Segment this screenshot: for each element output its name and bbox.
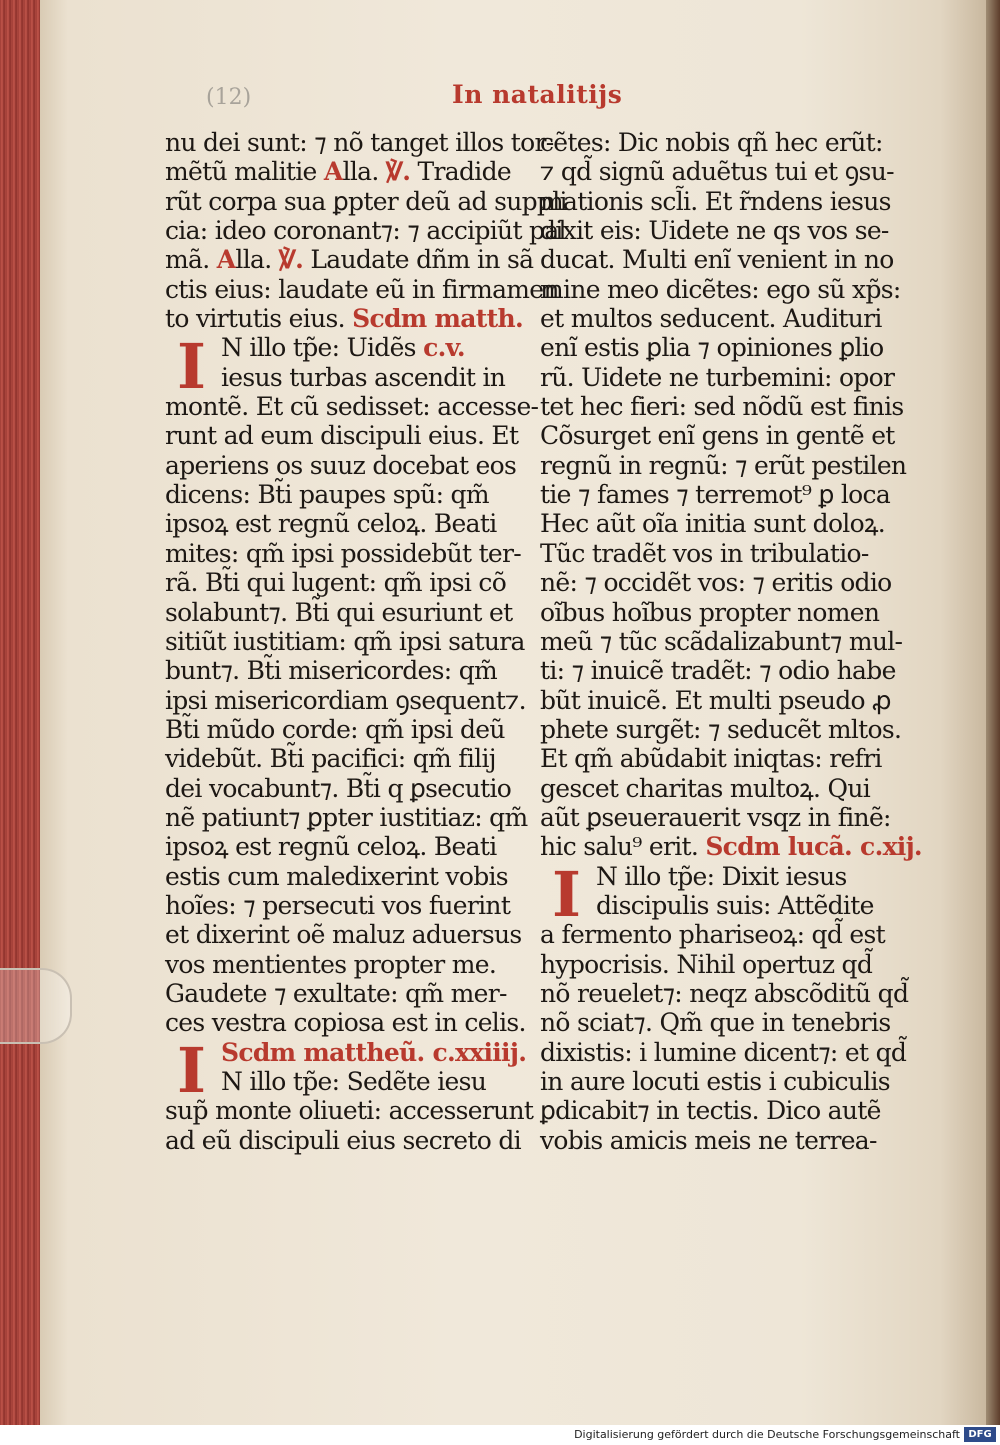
text-line: bunt⁊. Bt̃i misericordes: qm̃ (165, 656, 498, 686)
text-line: meũ ⁊ tũc scãdalizabunt⁊ mul- (540, 626, 903, 656)
text-line: rũ. Uidete ne turbemini: opor (540, 362, 895, 392)
text-line: gescet charitas multoꝝ. Qui (540, 773, 871, 803)
text-line: tet hec fieri: sed nõdũ est finis (540, 392, 904, 422)
text-line: enĩ estis ꝑlia ⁊ opiniones ꝑlio (540, 333, 884, 363)
text-line: aũt ꝑseuerauerit vsqz in finẽ: (540, 802, 891, 832)
book-edge-right (986, 0, 1000, 1425)
text-line: et multos seducent. Audituri (540, 304, 882, 334)
text-line: in aure locuti estis i cubiculis (540, 1067, 890, 1096)
text-line: rã. Bt̃i qui lugent: qm̃ ipsi cõ (165, 568, 507, 598)
text-line: regnũ in regnũ: ⁊ erũt pestilen (540, 450, 907, 480)
text-line: sitiũt iustitiam: qm̃ ipsi satura (165, 626, 525, 656)
text-line: ctis eius: laudate eũ in firmamen (165, 274, 559, 304)
footer-bar (0, 1425, 1000, 1445)
folio-number: (12) (206, 85, 252, 110)
rubric-heading: Scdm matth. (352, 304, 523, 334)
text-line: hypocrisis. Nihil opertuz qd̃ (540, 949, 873, 979)
versicle-mark: ℣. (385, 157, 411, 187)
rubric-heading: Scdm mattheũ. c.xxiiij. (221, 1037, 527, 1067)
text-fragment: hic salu⁹ erit. (540, 832, 706, 862)
text-line (165, 245, 534, 275)
versicle-mark: ℣. (278, 245, 304, 275)
text-line (165, 157, 515, 186)
text-line: mationis scl̃i. Et r̃ndens iesus (540, 186, 891, 216)
text-line: N illo tp̃e: Dixit iesus (596, 861, 847, 891)
drop-initial: I (552, 858, 581, 931)
running-head: In natalitijs (452, 80, 623, 109)
text-fragment: N illo tp̃e: Uidẽs (221, 333, 424, 363)
drop-initial: I (177, 330, 206, 403)
text-fragment: Laudate dñm in sã (303, 245, 534, 275)
text-line: N illo tp̃e: Sedẽte iesu (221, 1067, 487, 1096)
text-line: iesus turbas ascendit in (221, 362, 506, 392)
text-line: cia: ideo coronant⁊: ⁊ accipiũt pal (165, 216, 566, 246)
text-column-left (165, 128, 567, 1155)
text-line: rũt corpa sua ꝑpter deũ ad suppli (165, 186, 567, 216)
text-line: Gaudete ⁊ exultate: qm̃ mer- (165, 978, 507, 1008)
rubric-initial: A (216, 245, 236, 275)
text-line (165, 304, 523, 334)
text-line: ipsoꝝ est regnũ celoꝝ. Beati (165, 509, 497, 539)
text-line: ipsoꝝ est regnũ celoꝝ. Beati (165, 832, 497, 862)
text-line: nẽ patiunt⁊ ꝑpter iustitiaz: qm̃ (165, 802, 528, 832)
text-line: runt ad eum discipuli eius. Et (165, 421, 519, 451)
chapter-reference: c.v. (423, 333, 465, 363)
text-line (540, 832, 922, 862)
text-line: nõ sciat⁊. Qm̃ que in tenebris (540, 1008, 891, 1038)
text-line (165, 333, 515, 362)
text-line: bũt inuicẽ. Et multi pseudo ꝓ (540, 685, 891, 715)
text-line: a fermento phariseoꝝ: qd̃ est (540, 920, 885, 950)
text-fragment: Tradide (410, 157, 511, 187)
text-line: dicens: Bt̃i paupes spũ: qm̃ (165, 480, 489, 510)
text-fragment: lla. (342, 157, 386, 187)
text-line: hoĩes: ⁊ persecuti vos fuerint (165, 890, 511, 920)
text-line: solabunt⁊. Bt̃i qui esuriunt et (165, 597, 513, 627)
text-line: Hec aũt oĩa initia sunt doloꝝ. (540, 509, 885, 539)
text-line: mine meo dicẽtes: ego sũ xp̃s: (540, 274, 901, 304)
text-column-right (540, 128, 922, 1155)
text-line: vos mentientes propter me. (165, 949, 497, 979)
text-line: Cõsurget enĩ gens in gentẽ et (540, 421, 895, 451)
text-line: vobis amicis meis ne terrea- (540, 1125, 877, 1155)
text-line: ipsi misericordiam ꝯsequent⁊. (165, 685, 526, 715)
book-edge-left (0, 0, 40, 1425)
text-fragment: to virtutis eius. (165, 304, 353, 334)
text-line: discipulis suis: Attẽdite (596, 890, 874, 920)
text-line: cẽtes: Dic nobis qñ hec erũt: (540, 128, 883, 157)
funding-notice: Digitalisierung gefördert durch die Deutsche Forschungsgemeinschaft (574, 1428, 960, 1441)
text-line: nu dei sunt: ⁊ nõ tanget illos tor- (165, 128, 554, 157)
text-line: sup̃ monte oliueti: accesserunt (165, 1096, 534, 1126)
text-line: estis cum maledixerint vobis (165, 861, 508, 891)
dfg-logo: DFG (964, 1427, 996, 1442)
text-line: ad eũ discipuli eius secreto di (165, 1125, 521, 1155)
text-line: Tũc tradẽt vos in tribulatio- (540, 538, 869, 568)
text-fragment: mẽtũ malitie (165, 157, 324, 187)
rubric-initial: A (323, 157, 343, 187)
text-line: dixit eis: Uidete ne qs vos se- (540, 216, 889, 246)
page-clip (0, 968, 72, 1044)
text-line: aperiens os suuz docebat eos (165, 450, 517, 480)
text-fragment: mã. (165, 245, 217, 275)
text-line: ꝑdicabit⁊ in tectis. Dico autẽ (540, 1096, 881, 1126)
text-line: phete surgẽt: ⁊ seducẽt mltos. (540, 714, 902, 744)
text-line: dixistis: i lumine dicent⁊: et qd̃ (540, 1037, 907, 1067)
text-line: ti: ⁊ inuicẽ tradẽt: ⁊ odio habe (540, 656, 896, 686)
text-fragment: lla. (235, 245, 279, 275)
text-line: ces vestra copiosa est in celis. (165, 1008, 526, 1038)
text-line: oĩbus hoĩbus propter nomen (540, 597, 880, 627)
text-line: Et qm̃ abũdabit iniqtas: refri (540, 744, 882, 774)
text-line: dei vocabunt⁊. Bt̃i q ꝑsecutio (165, 773, 512, 803)
rubric-heading: Scdm lucã. c.xij. (705, 832, 922, 862)
text-line: tie ⁊ fames ⁊ terremot⁹ ꝑ loca (540, 480, 891, 510)
drop-initial: I (177, 1034, 206, 1107)
text-line: nõ reuelet⁊: neqz abscõditũ qd̃ (540, 978, 909, 1008)
text-line: mites: qm̃ ipsi possidebũt ter- (165, 538, 522, 568)
text-line: ⁊ qd̃ signũ aduẽtus tui et ꝯsu- (540, 157, 894, 187)
text-line: videbũt. Bt̃i pacifici: qm̃ filij (165, 744, 496, 774)
text-line: nẽ: ⁊ occidẽt vos: ⁊ eritis odio (540, 568, 892, 598)
text-line: ducat. Multi enĩ venient in no (540, 245, 894, 275)
text-line: Bt̃i mũdo corde: qm̃ ipsi deũ (165, 714, 505, 744)
text-line: montẽ. Et cũ sedisset: accesse- (165, 392, 539, 422)
text-line: et dixerint oẽ maluz aduersus (165, 920, 522, 950)
